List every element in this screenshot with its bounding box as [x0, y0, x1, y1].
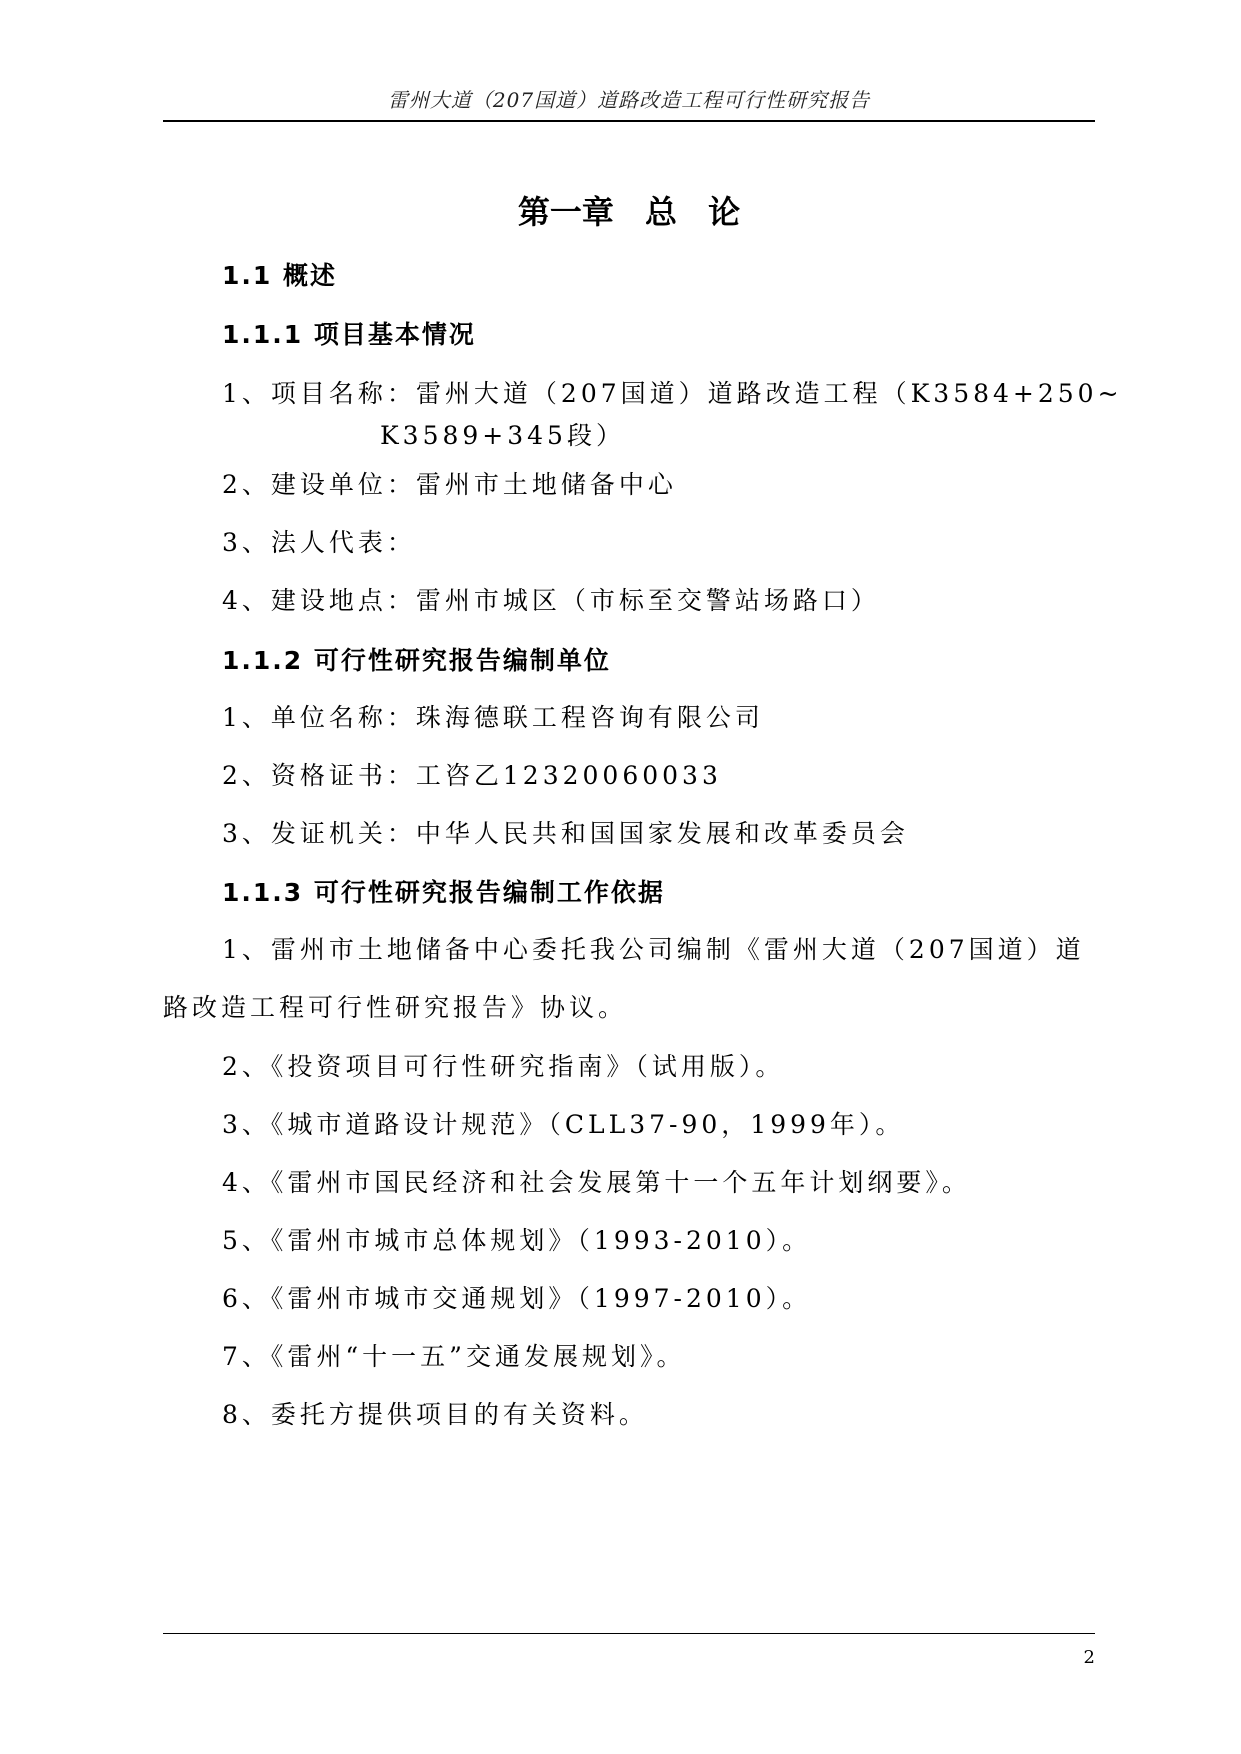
basis-item-6: 6、《雷州市城市交通规划》（1997-2010）。: [222, 1284, 812, 1313]
construction-unit-line: 2、建设单位：雷州市土地储备中心: [222, 470, 677, 499]
section-heading-1-1-1: 1.1.1 项目基本情况: [222, 320, 476, 349]
project-name-continuation: K3589+345段）: [380, 421, 625, 450]
page-number: 2: [1083, 1647, 1095, 1668]
basis-item-2: 2、《投资项目可行性研究指南》（试用版）。: [222, 1052, 785, 1081]
running-header: 雷州大道（207国道）道路改造工程可行性研究报告: [387, 88, 871, 112]
issuing-authority-line: 3、发证机关：中华人民共和国国家发展和改革委员会: [222, 819, 909, 848]
project-name-line: 1、项目名称：雷州大道（207国道）道路改造工程（K3584+250~: [222, 379, 1123, 408]
chapter-title: 第一章 总 论: [517, 193, 741, 231]
construction-site-line: 4、建设地点：雷州市城区（市标至交警站场路口）: [222, 586, 880, 615]
basis-item-7: 7、《雷州“十一五”交通发展规划》。: [222, 1342, 686, 1371]
qualification-line: 2、资格证书：工咨乙12320060033: [222, 761, 722, 790]
basis-item-4: 4、《雷州市国民经济和社会发展第十一个五年计划纲要》。: [222, 1168, 971, 1197]
basis-item-5: 5、《雷州市城市总体规划》（1993-2010）。: [222, 1226, 812, 1255]
basis-item-1: 1、雷州市土地储备中心委托我公司编制《雷州大道（207国道）道: [222, 935, 1085, 964]
basis-item-3: 3、《城市道路设计规范》（CLL37-90，1999年）。: [222, 1110, 905, 1139]
footer-divider: [163, 1633, 1095, 1634]
unit-name-line: 1、单位名称：珠海德联工程咨询有限公司: [222, 703, 764, 732]
basis-item-1-continuation: 路改造工程可行性研究报告》协议。: [163, 993, 628, 1022]
section-heading-1-1-3: 1.1.3 可行性研究报告编制工作依据: [222, 878, 665, 907]
legal-representative-line: 3、法人代表：: [222, 528, 416, 557]
section-heading-1-1: 1.1 概述: [222, 261, 337, 290]
section-heading-1-1-2: 1.1.2 可行性研究报告编制单位: [222, 646, 611, 675]
basis-item-8: 8、委托方提供项目的有关资料。: [222, 1400, 648, 1429]
header-divider: [163, 120, 1095, 122]
